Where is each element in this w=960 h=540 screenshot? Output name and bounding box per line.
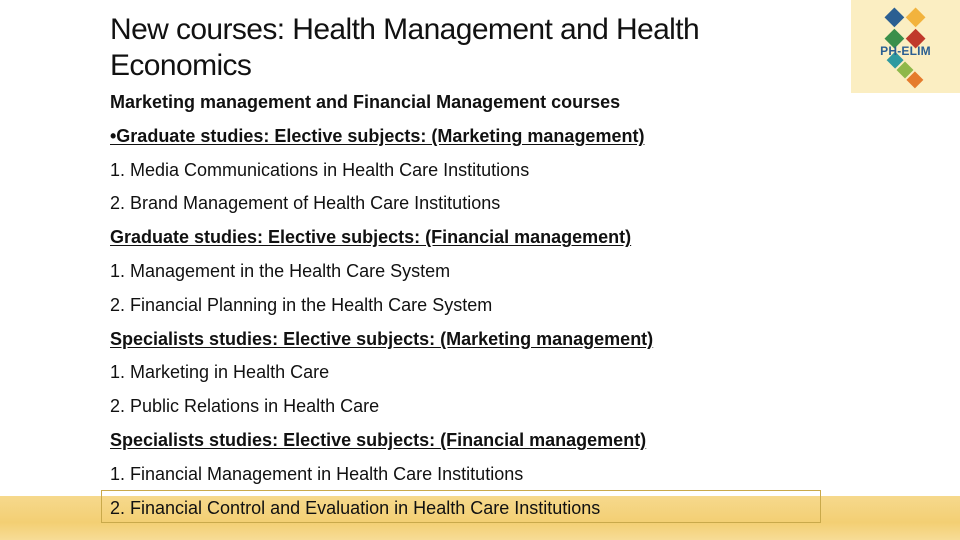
course-item: 2. Financial Planning in the Health Care System <box>110 294 493 315</box>
course-item: 2. Brand Management of Health Care Institutions <box>110 193 501 214</box>
logo-text: PH-ELIM <box>880 44 931 58</box>
course-item: 2. Public Relations in Health Care <box>110 396 380 417</box>
section-heading: Marketing management and Financial Management courses <box>110 92 621 112</box>
subsection-heading: Specialists studies: Elective subjects: (Marketing management) <box>110 328 654 349</box>
logo-panel <box>851 0 960 93</box>
course-item: 1. Financial Management in Health Care Institutions <box>110 463 524 484</box>
subsection-heading: Specialists studies: Elective subjects: (Financial management) <box>110 429 647 450</box>
course-item: 1. Marketing in Health Care <box>110 362 330 383</box>
subsection-heading: •Graduate studies: Elective subjects: (Marketing management) <box>110 125 645 146</box>
course-item: 1. Media Communications in Health Care Institutions <box>110 159 530 180</box>
course-item: 1. Management in the Health Care System <box>110 260 451 281</box>
course-list <box>110 86 850 525</box>
slide-title: New courses: Health Management and Health Economics <box>110 13 700 82</box>
course-item: 2. Financial Control and Evaluation in Health Care Institutions <box>110 497 601 518</box>
subsection-heading: Graduate studies: Elective subjects: (Financial management) <box>110 227 632 248</box>
